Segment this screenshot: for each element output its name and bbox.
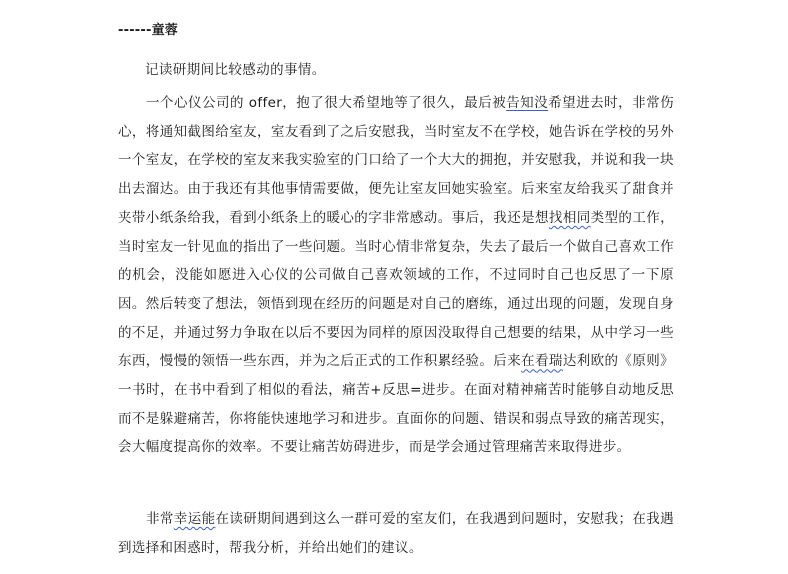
paragraph-1-text: 希望进去时，非常伤心，将通知截图给室友，室友看到了之后安慰我，当时室友不在学校，她告诉在学校的另外一个室友，在学校的室友来我实验室的门口给了一个大大的拥抱，并安慰我，并说和我一块出去溜达。由于我还有其他事情需要做，便先让室友回她实验室。后来室友给我买了甜食并夹带小纸条给我，看到小纸条上的暖心的字非常感动。事后，我还是想 xyxy=(118,95,674,226)
paragraph-1 xyxy=(118,89,674,462)
spellcheck-underline[interactable]: 在看瑞 xyxy=(521,353,563,370)
grammar-underline[interactable]: 告知没 xyxy=(506,95,549,111)
paragraph-1-text: 一个心仪公司的 offer，抱了很大希望地等了很久，最后被 xyxy=(146,95,507,111)
spellcheck-underline[interactable]: 找相同 xyxy=(548,209,591,226)
paragraph-2-text: 非常 xyxy=(146,511,174,527)
author-line: ------童蓉 xyxy=(118,23,178,38)
paragraph-2 xyxy=(118,505,674,562)
subtitle: 记读研期间比较感动的事情。 xyxy=(145,62,326,78)
paragraph-2-text: 在读研期间遇到这么一群可爱的室友们，在我遇到问题时，安慰我；在我遇到选择和困惑时，帮我分析，并给出她们的建议。 xyxy=(118,511,674,556)
paragraph-1-text: 类型的工作，当时室友一针见血的指出了一些问题。当时心情非常复杂，失去了最后一个做自己喜欢工作的机会，没能如愿进入心仪的公司做自己喜欢领域的工作，不过同时自己也反思了一下原因。然后转变了想法，领悟到现在经历的问题是对自己的磨练，通过出现的问题，发现自身的不足，并通过努力争取在以后不要因为同样的原因没取得自己想要的结果，从中学习一些东西，慢慢的领悟一些东西，并为之后正式的工作积累经验。后来 xyxy=(118,209,674,370)
paragraph-1-text: 达利欧的《原则》一书时，在书中看到了相似的看法，痛苦+反思=进步。在面对精神痛苦时能够自动地反思而不是躲避痛苦，你将能快速地学习和进步。直面你的问题、错误和弱点导致的痛苦现实，会大幅度提高你的效率。不要让痛苦妨碍进步，而是学会通过管理痛苦来取得进步。 xyxy=(118,353,674,456)
spellcheck-underline[interactable]: 幸运能 xyxy=(173,511,216,527)
